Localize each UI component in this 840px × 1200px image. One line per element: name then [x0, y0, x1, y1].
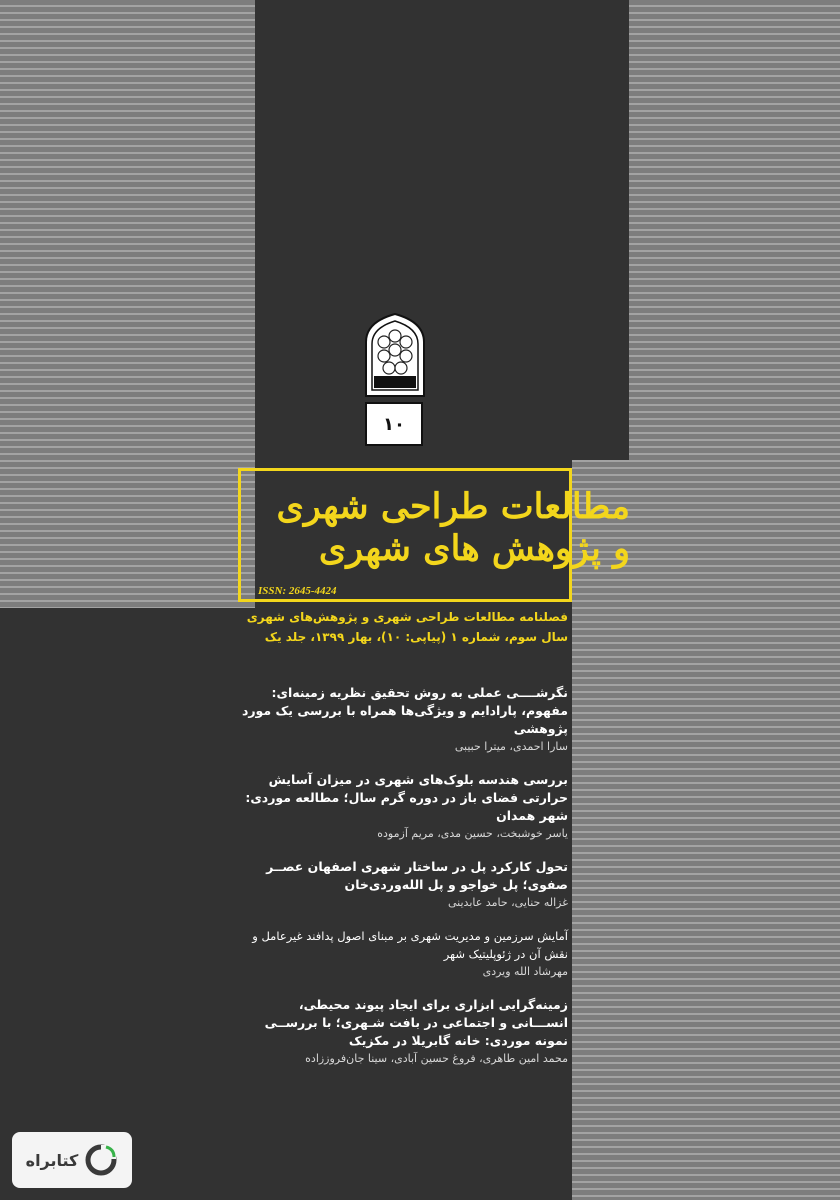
cover-dark-column: [255, 0, 629, 460]
list-item: [238, 684, 568, 755]
article-title: آمایش سرزمین و مدیریت شهری بر مبنای اصول پدافند غیرعامل و نقش آن در ژئوپلیتیک شهر: [252, 929, 568, 961]
article-title: تحول کارکرد پل در ساختار شهری اصفهان عصــر صفوی؛ پل خواجو و پل الله‌وردی‌خان: [266, 859, 568, 892]
ketabrah-logo-icon: [84, 1143, 118, 1177]
article-authors: محمد امین طاهری، فروغ حسین آبادی، سینا جان‌فروززاده: [305, 1052, 568, 1065]
table-of-contents: [238, 684, 568, 1083]
list-item: [238, 996, 568, 1067]
article-title: نگرشــــی عملی به روش تحقیق نظریه زمینه‌ای: مفهوم، پارادایم و ویژگی‌ها همراه با بررسی یک مورد پژوهشی: [241, 685, 568, 736]
journal-subtitle: فصلنامه مطالعات طراحی شهری و پژوهش‌های شهری: [246, 610, 568, 624]
institute-emblem: [362, 312, 428, 398]
article-authors: مهرشاد الله ویردی: [482, 965, 568, 978]
article-authors: سارا احمدی، میترا حبیبی: [454, 740, 568, 753]
issue-number-box: ۱۰: [365, 402, 423, 446]
article-title: بررسی هندسه بلوک‌های شهری در میزان آسایش حرارتی فضای باز در دوره گرم سال؛ مطالعه موردی: شهر همدان: [245, 772, 568, 823]
issn-label: ISSN: 2645-4424: [258, 585, 337, 597]
ketabrah-badge[interactable]: [12, 1132, 132, 1188]
list-item: [238, 771, 568, 842]
list-item: [238, 927, 568, 980]
journal-title-line1: مطالعات طراحی شهری: [276, 486, 630, 527]
badge-label: کتابراه: [25, 1150, 79, 1170]
list-item: [238, 858, 568, 911]
article-authors: غزاله حنایی، حامد عابدینی: [448, 896, 568, 909]
issue-info: سال سوم، شماره ۱ (پیاپی: ۱۰)، بهار ۱۳۹۹، جلد یک: [264, 630, 568, 644]
journal-title-line2: و پژوهش های شهری: [318, 528, 630, 569]
article-authors: یاسر خوشبخت، حسین مدی، مریم آزموده: [377, 827, 568, 840]
article-title: زمینه‌گرایی ابزاری برای ایجاد پیوند محیطی، انســـانی و اجتماعی در بافت شـهری؛ با بررســی نمونه موردی: خانه گابریلا در مکزیک: [264, 997, 568, 1048]
